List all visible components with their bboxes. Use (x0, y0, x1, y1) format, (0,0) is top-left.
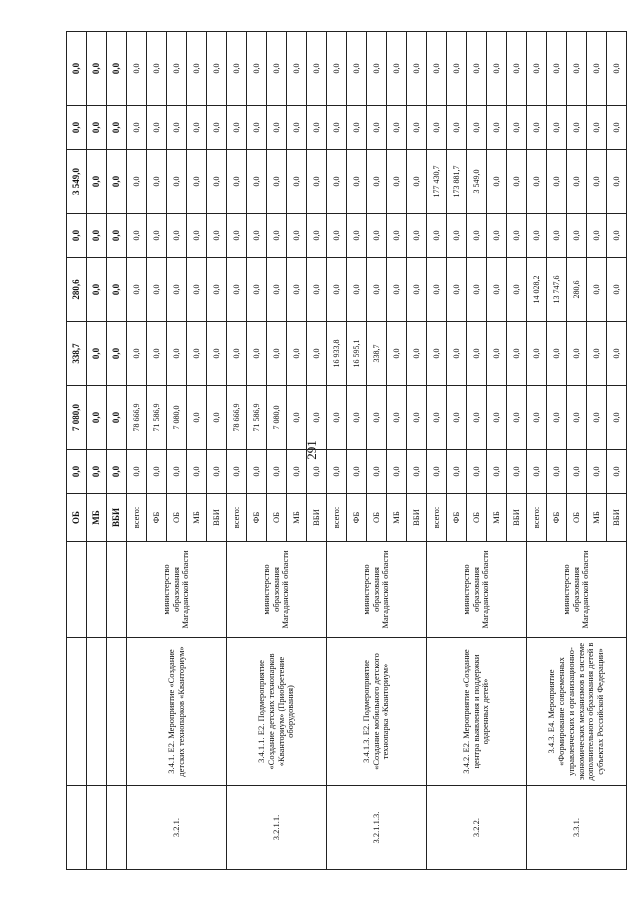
value-cell: 0,0 (287, 386, 307, 450)
value-cell: 0,0 (507, 150, 527, 214)
value-cell: 0,0 (287, 32, 307, 106)
value-cell: 0,0 (147, 258, 167, 322)
value-cell: 0,0 (307, 32, 327, 106)
source-cell: МБ (387, 494, 407, 542)
value-cell: 0,0 (507, 258, 527, 322)
value-cell: 0,0 (167, 450, 187, 494)
table-row (327, 32, 347, 870)
budget-table-rotated (66, 32, 621, 870)
value-cell: 0,0 (147, 322, 167, 386)
value-cell: 0,0 (387, 32, 407, 106)
value-cell: 0,0 (367, 106, 387, 150)
value-cell: 0,0 (247, 214, 267, 258)
value-cell: 0,0 (127, 450, 147, 494)
value-cell: 0,0 (587, 106, 607, 150)
value-cell: 0,0 (467, 32, 487, 106)
value-cell: 0,0 (207, 450, 227, 494)
value-cell: 0,0 (267, 322, 287, 386)
value-cell: 0,0 (387, 214, 407, 258)
value-cell: 3 549,0 (67, 150, 87, 214)
value-cell: 0,0 (267, 258, 287, 322)
value-cell: 0,0 (447, 450, 467, 494)
activity-name: 3.4.2. Е2. Мероприятие «Создание центра выявления и поддержки одаренных детей» (427, 638, 527, 786)
value-cell: 0,0 (287, 322, 307, 386)
value-cell: 0,0 (427, 258, 447, 322)
value-cell: 7 080,0 (267, 386, 287, 450)
value-cell: 0,0 (187, 214, 207, 258)
value-cell: 0,0 (167, 214, 187, 258)
value-cell: 0,0 (247, 258, 267, 322)
value-cell: 0,0 (427, 386, 447, 450)
value-cell: 0,0 (187, 150, 207, 214)
executor-name: министерство образования Магаданской области (427, 542, 527, 638)
value-cell: 0,0 (267, 150, 287, 214)
value-cell: 0,0 (327, 214, 347, 258)
value-cell: 0,0 (407, 150, 427, 214)
value-cell: 0,0 (427, 450, 447, 494)
value-cell: 0,0 (307, 450, 327, 494)
value-cell: 0,0 (327, 150, 347, 214)
value-cell: 0,0 (407, 214, 427, 258)
source-cell: ВБИ (207, 494, 227, 542)
value-cell: 0,0 (607, 32, 627, 106)
value-cell: 0,0 (387, 386, 407, 450)
value-cell: 0,0 (247, 322, 267, 386)
value-cell: 0,0 (567, 150, 587, 214)
value-cell: 0,0 (407, 32, 427, 106)
value-cell: 0,0 (227, 214, 247, 258)
activity-name: 3.4.1.3. Е2. Подмероприятие «Создание мобильного детского технопарка «Кванториум» (327, 638, 427, 786)
activity-name: 3.4.1.1. Е2. Подмероприятие «Создание детских технопарков «Кванториум» (Приобретение оборудования) (227, 638, 327, 786)
value-cell: 0,0 (307, 150, 327, 214)
source-cell: ОБ (567, 494, 587, 542)
source-cell: ВБИ (307, 494, 327, 542)
value-cell: 0,0 (67, 32, 87, 106)
value-cell: 338,7 (67, 322, 87, 386)
value-cell: 0,0 (187, 450, 207, 494)
executor-name: министерство образования Магаданской области (227, 542, 327, 638)
source-cell: ВБИ (507, 494, 527, 542)
value-cell: 0,0 (347, 258, 367, 322)
value-cell: 0,0 (247, 450, 267, 494)
value-cell: 0,0 (587, 322, 607, 386)
value-cell: 0,0 (207, 150, 227, 214)
source-cell: МБ (187, 494, 207, 542)
source-cell: всего: (427, 494, 447, 542)
value-cell: 0,0 (207, 258, 227, 322)
source-cell: МБ (587, 494, 607, 542)
value-cell: 0,0 (527, 450, 547, 494)
value-cell: 0,0 (287, 450, 307, 494)
value-cell: 0,0 (387, 450, 407, 494)
value-cell: 0,0 (607, 450, 627, 494)
value-cell: 0,0 (447, 258, 467, 322)
value-cell: 0,0 (287, 258, 307, 322)
value-cell: 0,0 (267, 450, 287, 494)
value-cell: 0,0 (547, 450, 567, 494)
value-cell: 0,0 (487, 450, 507, 494)
value-cell: 0,0 (367, 258, 387, 322)
value-cell: 0,0 (587, 450, 607, 494)
value-cell: 0,0 (507, 106, 527, 150)
source-cell: всего: (227, 494, 247, 542)
value-cell: 0,0 (527, 32, 547, 106)
value-cell: 0,0 (127, 150, 147, 214)
value-cell: 0,0 (487, 322, 507, 386)
value-cell: 0,0 (87, 450, 107, 494)
source-cell: ФБ (347, 494, 367, 542)
value-cell: 0,0 (87, 386, 107, 450)
value-cell: 0,0 (227, 150, 247, 214)
value-cell: 0,0 (307, 258, 327, 322)
source-cell: ОБ (467, 494, 487, 542)
value-cell: 0,0 (547, 32, 567, 106)
value-cell: 0,0 (587, 214, 607, 258)
value-cell: 0,0 (407, 322, 427, 386)
value-cell: 0,0 (467, 450, 487, 494)
value-cell: 0,0 (507, 214, 527, 258)
table-row (427, 32, 447, 870)
row-number: 3.3.1. (527, 786, 627, 870)
value-cell: 177 430,7 (427, 150, 447, 214)
value-cell: 0,0 (147, 106, 167, 150)
value-cell: 0,0 (107, 32, 127, 106)
value-cell: 0,0 (487, 106, 507, 150)
executor-name: министерство образования Магаданской области (527, 542, 627, 638)
value-cell: 0,0 (467, 386, 487, 450)
value-cell: 0,0 (447, 32, 467, 106)
executor-name: министерство образования Магаданской области (127, 542, 227, 638)
value-cell: 0,0 (467, 258, 487, 322)
value-cell: 0,0 (87, 32, 107, 106)
value-cell: 280,6 (67, 258, 87, 322)
value-cell: 0,0 (267, 214, 287, 258)
value-cell: 0,0 (467, 322, 487, 386)
value-cell: 0,0 (147, 450, 167, 494)
value-cell: 0,0 (167, 258, 187, 322)
value-cell: 0,0 (307, 214, 327, 258)
value-cell: 0,0 (327, 258, 347, 322)
row-number: 3.2.1. (127, 786, 227, 870)
table-row (527, 32, 547, 870)
source-cell: всего: (127, 494, 147, 542)
value-cell: 0,0 (127, 322, 147, 386)
value-cell: 71 586,9 (147, 386, 167, 450)
row-number: 3.2.1.1.3. (327, 786, 427, 870)
value-cell: 78 666,9 (127, 386, 147, 450)
value-cell: 0,0 (407, 450, 427, 494)
source-cell: ВБИ (107, 494, 127, 542)
value-cell: 14 028,2 (527, 258, 547, 322)
value-cell: 0,0 (207, 322, 227, 386)
value-cell: 0,0 (327, 106, 347, 150)
value-cell: 0,0 (207, 106, 227, 150)
value-cell: 0,0 (107, 450, 127, 494)
value-cell: 71 586,9 (247, 386, 267, 450)
value-cell: 0,0 (407, 386, 427, 450)
value-cell: 0,0 (147, 150, 167, 214)
value-cell: 0,0 (507, 386, 527, 450)
value-cell: 0,0 (347, 32, 367, 106)
activity-name: 3.4.1. Е2. Мероприятие «Создание детских технопарков «Кванториум» (127, 638, 227, 786)
value-cell: 0,0 (147, 214, 167, 258)
value-cell: 0,0 (547, 106, 567, 150)
source-cell: ВБИ (607, 494, 627, 542)
value-cell: 0,0 (367, 386, 387, 450)
value-cell: 0,0 (587, 32, 607, 106)
value-cell: 0,0 (367, 450, 387, 494)
source-cell: ФБ (447, 494, 467, 542)
row-number: 3.2.1.1. (227, 786, 327, 870)
value-cell: 0,0 (547, 214, 567, 258)
value-cell: 0,0 (267, 106, 287, 150)
source-cell: всего: (527, 494, 547, 542)
source-cell: ВБИ (407, 494, 427, 542)
value-cell: 0,0 (307, 106, 327, 150)
value-cell: 0,0 (227, 322, 247, 386)
table-row (127, 32, 147, 870)
value-cell: 16 933,8 (327, 322, 347, 386)
value-cell: 0,0 (387, 150, 407, 214)
value-cell: 0,0 (107, 386, 127, 450)
value-cell: 0,0 (487, 214, 507, 258)
value-cell: 0,0 (427, 32, 447, 106)
value-cell: 0,0 (607, 258, 627, 322)
value-cell: 0,0 (447, 106, 467, 150)
value-cell: 0,0 (67, 106, 87, 150)
value-cell: 0,0 (367, 150, 387, 214)
value-cell: 0,0 (347, 150, 367, 214)
value-cell: 0,0 (227, 258, 247, 322)
value-cell: 0,0 (307, 322, 327, 386)
value-cell: 0,0 (107, 322, 127, 386)
value-cell: 0,0 (507, 322, 527, 386)
value-cell: 0,0 (167, 322, 187, 386)
value-cell: 0,0 (247, 106, 267, 150)
executor-name: министерство образования Магаданской области (327, 542, 427, 638)
value-cell: 0,0 (347, 214, 367, 258)
value-cell: 0,0 (87, 106, 107, 150)
value-cell: 0,0 (247, 32, 267, 106)
value-cell: 0,0 (567, 386, 587, 450)
source-cell: ОБ (367, 494, 387, 542)
value-cell: 0,0 (507, 32, 527, 106)
value-cell: 0,0 (527, 106, 547, 150)
row-number: 3.2.2. (427, 786, 527, 870)
value-cell: 0,0 (167, 32, 187, 106)
value-cell: 0,0 (367, 214, 387, 258)
value-cell: 0,0 (347, 386, 367, 450)
value-cell: 0,0 (107, 258, 127, 322)
value-cell: 0,0 (527, 150, 547, 214)
value-cell: 0,0 (527, 214, 547, 258)
value-cell: 0,0 (207, 386, 227, 450)
source-cell: МБ (487, 494, 507, 542)
value-cell: 0,0 (607, 106, 627, 150)
value-cell: 0,0 (467, 106, 487, 150)
value-cell: 0,0 (607, 322, 627, 386)
source-cell: ФБ (547, 494, 567, 542)
value-cell: 0,0 (607, 150, 627, 214)
value-cell: 0,0 (127, 214, 147, 258)
source-cell: МБ (87, 494, 107, 542)
value-cell: 0,0 (467, 214, 487, 258)
value-cell: 338,7 (367, 322, 387, 386)
value-cell: 13 747,6 (547, 258, 567, 322)
value-cell: 0,0 (227, 450, 247, 494)
value-cell: 0,0 (387, 322, 407, 386)
value-cell: 0,0 (427, 322, 447, 386)
source-cell: ФБ (247, 494, 267, 542)
value-cell: 0,0 (167, 106, 187, 150)
value-cell: 0,0 (547, 322, 567, 386)
value-cell: 0,0 (327, 450, 347, 494)
value-cell: 78 666,9 (227, 386, 247, 450)
value-cell: 0,0 (327, 386, 347, 450)
value-cell: 0,0 (67, 214, 87, 258)
value-cell: 0,0 (487, 386, 507, 450)
value-cell: 0,0 (407, 258, 427, 322)
value-cell: 0,0 (587, 386, 607, 450)
source-cell: МБ (287, 494, 307, 542)
value-cell: 0,0 (567, 32, 587, 106)
table-row (227, 32, 247, 870)
source-cell: ОБ (67, 494, 87, 542)
activity-name: 3.4.3. Е4. Мероприятие «Формирование современных управленческих и организационно-экономических механизмов в системе дополнительного образования детей в субъектах Российской Федерации» (527, 638, 627, 786)
value-cell: 0,0 (287, 214, 307, 258)
value-cell: 0,0 (307, 386, 327, 450)
source-cell: всего: (327, 494, 347, 542)
value-cell: 0,0 (87, 258, 107, 322)
value-cell: 0,0 (247, 150, 267, 214)
value-cell: 0,0 (347, 106, 367, 150)
value-cell: 173 881,7 (447, 150, 467, 214)
value-cell: 0,0 (267, 32, 287, 106)
value-cell: 0,0 (407, 106, 427, 150)
value-cell: 0,0 (287, 106, 307, 150)
value-cell: 0,0 (487, 32, 507, 106)
value-cell: 0,0 (67, 450, 87, 494)
value-cell: 0,0 (207, 32, 227, 106)
value-cell: 0,0 (147, 32, 167, 106)
value-cell: 0,0 (447, 214, 467, 258)
source-cell: ОБ (167, 494, 187, 542)
value-cell: 0,0 (327, 32, 347, 106)
value-cell: 0,0 (607, 214, 627, 258)
value-cell: 0,0 (487, 150, 507, 214)
value-cell: 0,0 (367, 32, 387, 106)
value-cell: 0,0 (87, 150, 107, 214)
value-cell: 0,0 (227, 32, 247, 106)
value-cell: 0,0 (107, 106, 127, 150)
value-cell: 7 080,0 (167, 386, 187, 450)
value-cell: 0,0 (207, 214, 227, 258)
value-cell: 0,0 (427, 106, 447, 150)
value-cell: 0,0 (227, 106, 247, 150)
value-cell: 0,0 (567, 322, 587, 386)
value-cell: 0,0 (387, 106, 407, 150)
value-cell: 7 080,0 (67, 386, 87, 450)
value-cell: 0,0 (387, 258, 407, 322)
value-cell: 0,0 (547, 150, 567, 214)
value-cell: 0,0 (187, 106, 207, 150)
value-cell: 0,0 (187, 322, 207, 386)
value-cell: 0,0 (127, 32, 147, 106)
value-cell: 0,0 (587, 258, 607, 322)
value-cell: 0,0 (587, 150, 607, 214)
value-cell: 0,0 (567, 214, 587, 258)
value-cell: 0,0 (447, 386, 467, 450)
value-cell: 16 595,1 (347, 322, 367, 386)
value-cell: 0,0 (87, 322, 107, 386)
source-cell: ОБ (267, 494, 287, 542)
value-cell: 0,0 (447, 322, 467, 386)
value-cell: 280,6 (567, 258, 587, 322)
value-cell: 0,0 (347, 450, 367, 494)
budget-table (66, 31, 627, 870)
value-cell: 0,0 (187, 258, 207, 322)
value-cell: 0,0 (187, 32, 207, 106)
value-cell: 0,0 (527, 322, 547, 386)
value-cell: 0,0 (87, 214, 107, 258)
value-cell: 0,0 (567, 106, 587, 150)
value-cell: 0,0 (427, 214, 447, 258)
value-cell: 0,0 (567, 450, 587, 494)
value-cell: 0,0 (127, 258, 147, 322)
value-cell: 0,0 (167, 150, 187, 214)
page-number: 291 (304, 440, 319, 460)
value-cell: 0,0 (607, 386, 627, 450)
value-cell: 0,0 (107, 214, 127, 258)
value-cell: 0,0 (487, 258, 507, 322)
value-cell: 0,0 (127, 106, 147, 150)
value-cell: 0,0 (287, 150, 307, 214)
value-cell: 0,0 (527, 386, 547, 450)
value-cell: 0,0 (107, 150, 127, 214)
value-cell: 0,0 (187, 386, 207, 450)
value-cell: 3 549,0 (467, 150, 487, 214)
source-cell: ФБ (147, 494, 167, 542)
value-cell: 0,0 (547, 386, 567, 450)
value-cell: 0,0 (507, 450, 527, 494)
